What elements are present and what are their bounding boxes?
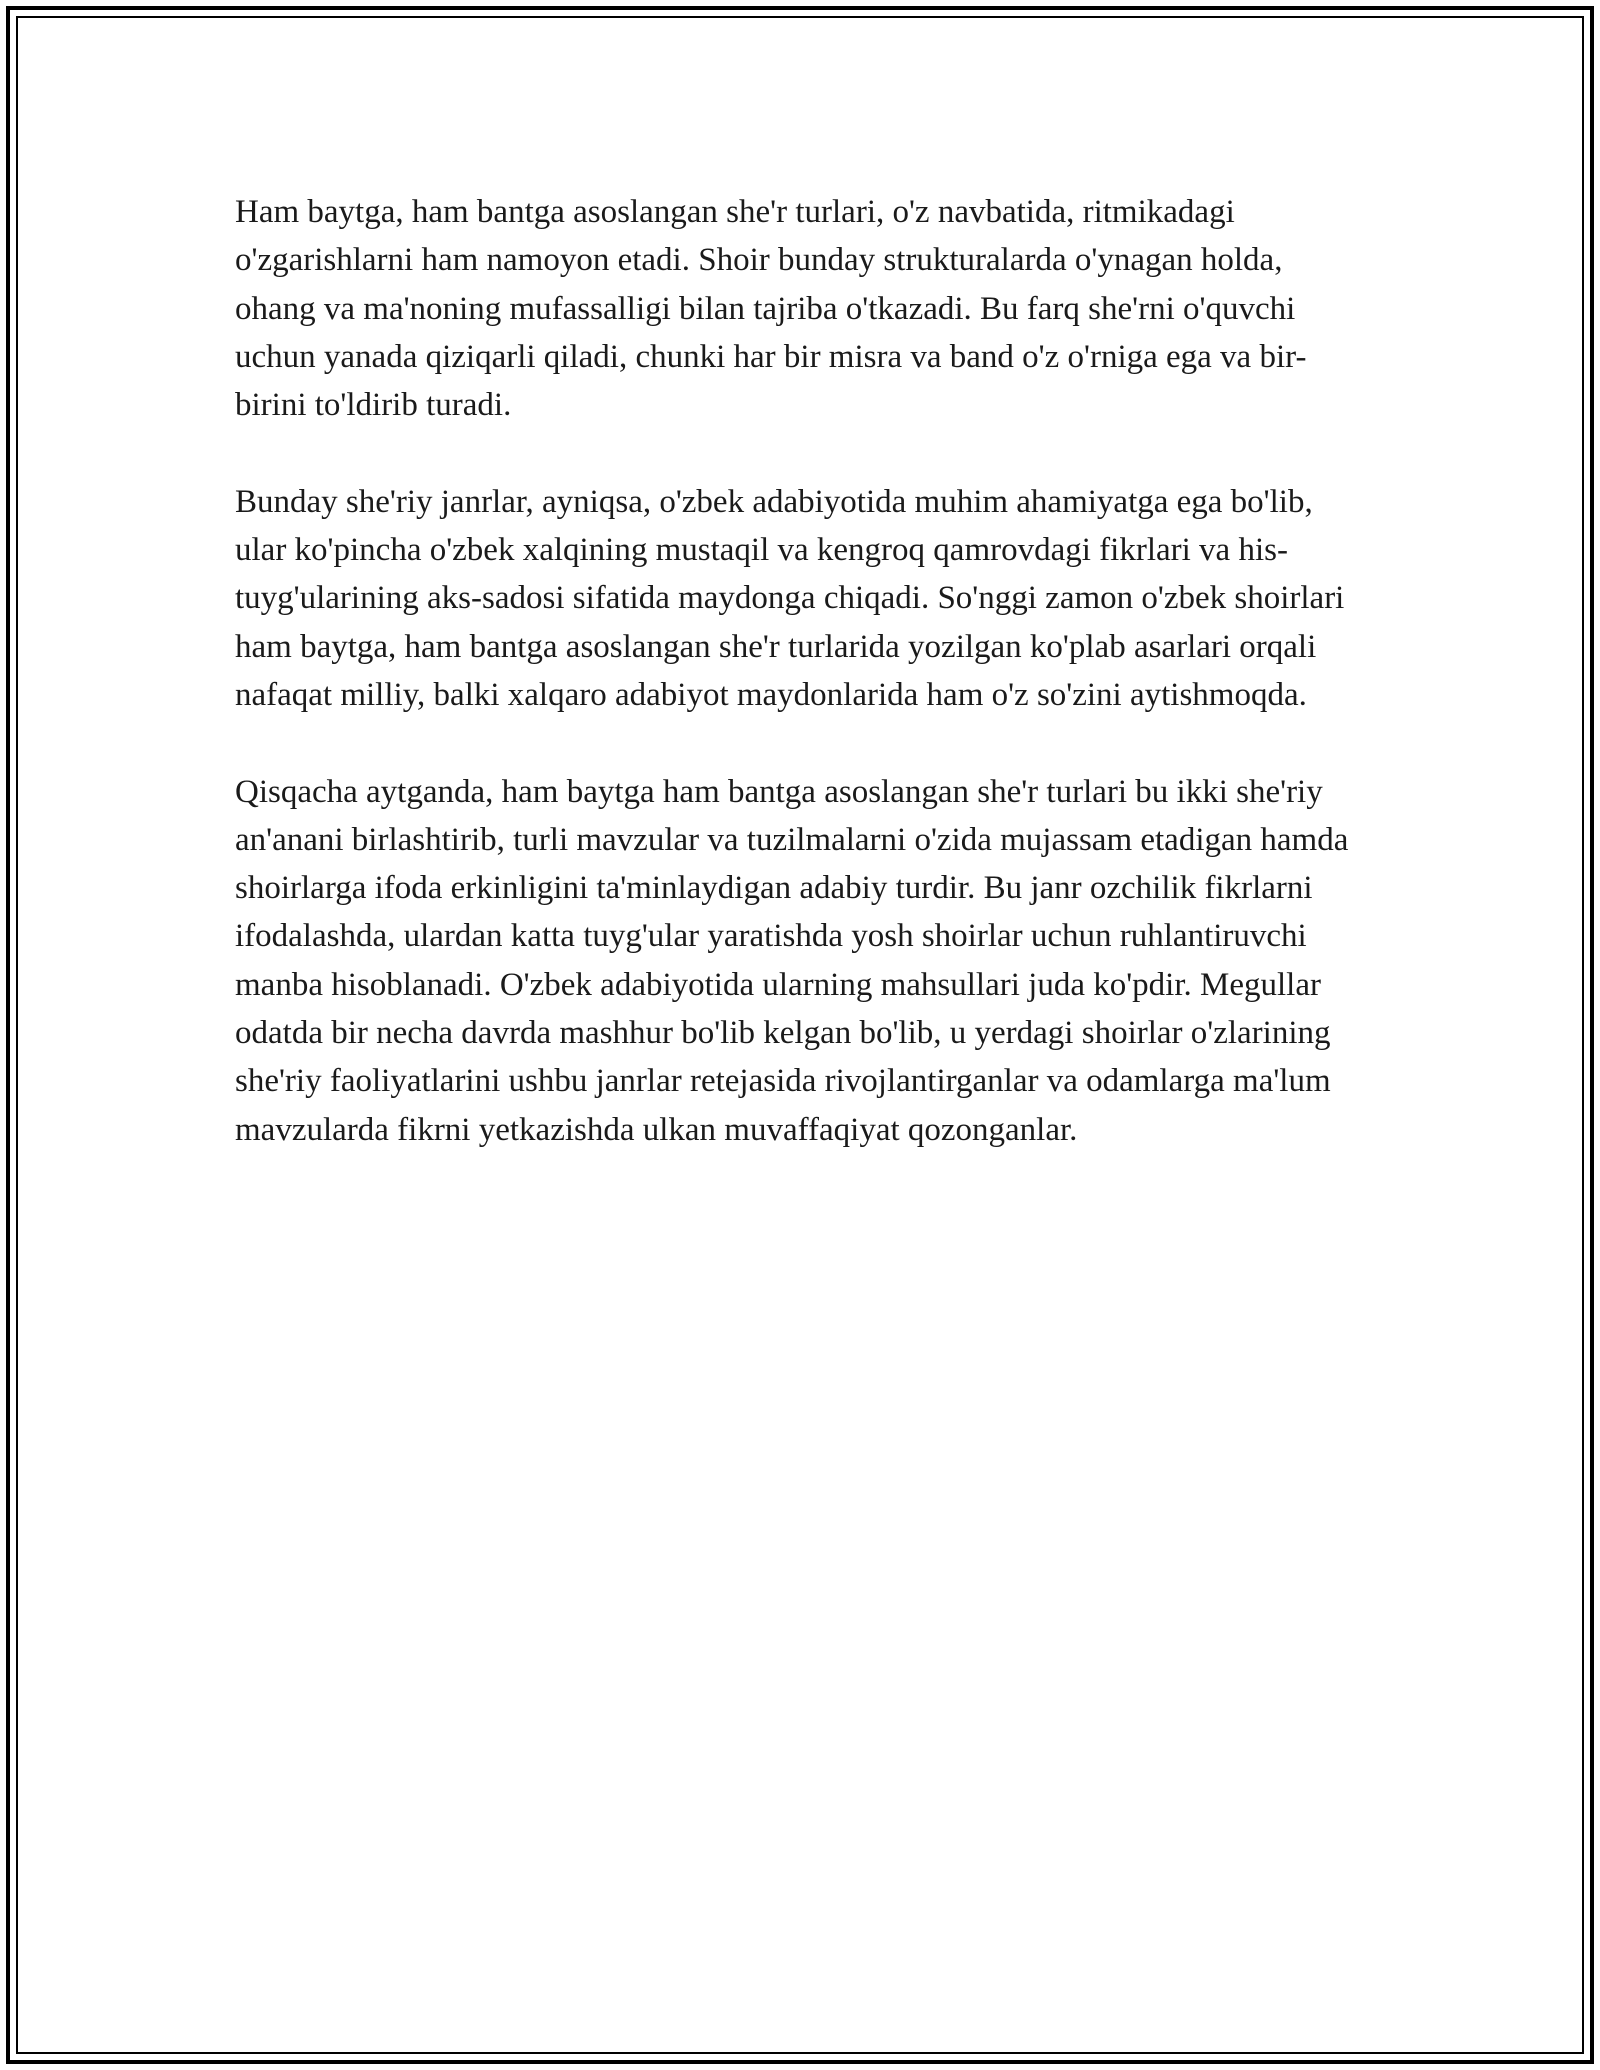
paragraph-3: Qisqacha aytganda, ham baytga ham bantga asoslangan she'r turlari bu ikki she'riy an'anani birlashtirib, turli mavzular va tuzilmalarni o'zida mujassam etadigan hamda shoirlarga ifoda erkinligini ta'minlaydigan adabiy turdir. Bu janr ozchilik fikrlarni ifodalashda, ulardan katta tuyg'ular yaratishda yosh shoirlar uchun ruhlantiruvchi manba hisoblanadi. O'zbek adabiyotida ularning mahsullari juda ko'pdir. Megullar odatda bir necha davrda mashhur bo'lib kelgan bo'lib, u yerdagi shoirlar o'zlarining she'riy faoliyatlarini ushbu janrlar retejasida rivojlantirganlar va odamlarga ma'lum mavzularda fikrni yetkazishda ulkan muvaffaqiyat qozonganlar. [235, 773, 1349, 1148]
paragraph-1: Ham baytga, ham bantga asoslangan she'r turlari, o'z navbatida, ritmikadagi o'zgarishlarni ham namoyon etadi. Shoir bunday strukturalarda o'ynagan holda, ohang va ma'noning mufassalligi bilan tajriba o'tkazadi. Bu farq she'rni o'quvchi uchun yanada qiziqarli qiladi, chunki har bir misra va band o'z o'rniga ega va bir-birini to'ldirib turadi. [235, 194, 1307, 424]
paragraph-2: Bunday she'riy janrlar, ayniqsa, o'zbek adabiyotida muhim ahamiyatga ega bo'lib, ular ko'pincha o'zbek xalqining mustaqil va kengroq qamrovdagi fikrlari va his-tuyg'ularining aks-sadosi sifatida maydonga chiqadi. So'nggi zamon o'zbek shoirlari ham baytga, ham bantga asoslangan she'r turlarida yozilgan ko'plab asarlari orqali nafaqat milliy, balki xalqaro adabiyot maydonlarida ham o'z so'zini aytishmoqda. [235, 483, 1345, 713]
document-body [235, 188, 1367, 1154]
